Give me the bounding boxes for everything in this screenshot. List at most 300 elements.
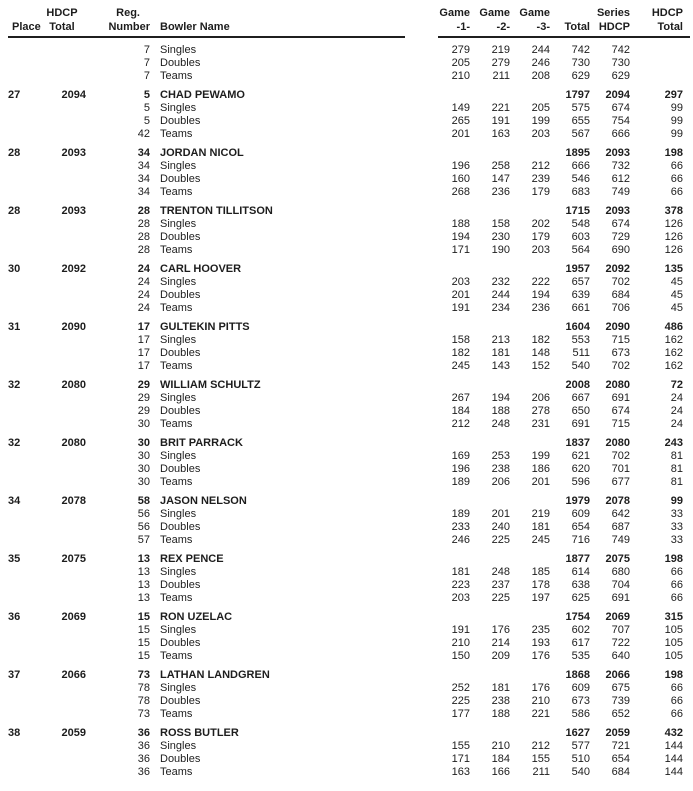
game1-cell: 189	[451, 476, 470, 488]
hdcp-total2-cell: 144	[664, 753, 683, 765]
game1-cell: 205	[451, 57, 470, 69]
hdcp-total2-cell: 99	[670, 128, 683, 140]
game3-cell: 211	[532, 766, 550, 778]
hdcp-total-cell: 2078	[61, 495, 86, 507]
hdcp-total2-cell: 66	[670, 682, 683, 694]
reg-number-cell: 15	[137, 650, 150, 662]
game2-cell: 166	[491, 766, 510, 778]
reg-number-cell: 28	[137, 244, 150, 256]
total-cell: 629	[571, 70, 590, 82]
hdcp-total-cell: 2093	[61, 147, 86, 159]
hdcp-total2-cell: 486	[664, 321, 683, 333]
game1-cell: 181	[451, 566, 470, 578]
hdcp-total2-cell: 243	[664, 437, 683, 449]
reg-number-cell: 24	[137, 302, 150, 314]
game1-cell: 177	[451, 708, 470, 720]
event-name-cell: Teams	[160, 766, 193, 778]
event-name-cell: Teams	[160, 128, 193, 140]
hdcp-total2-cell: 105	[664, 637, 683, 649]
game3-cell: 203	[531, 244, 550, 256]
event-name-cell: Doubles	[160, 289, 201, 301]
game3-cell: 210	[531, 695, 550, 707]
reg-number-cell: 34	[137, 186, 150, 198]
event-name-cell: Singles	[160, 102, 197, 114]
reg-number-cell: 24	[137, 289, 150, 301]
hdcp-total-cell: 2066	[61, 669, 86, 681]
reg-number-cell: 15	[137, 624, 150, 636]
game1-cell: 182	[451, 347, 470, 359]
reg-number-cell: 13	[137, 553, 150, 565]
total-cell: 586	[571, 708, 590, 720]
event-row	[0, 521, 693, 534]
hdcp-total2-cell: 24	[670, 418, 683, 430]
game2-cell: 240	[491, 521, 510, 533]
place-cell: 27	[8, 89, 21, 101]
standings-body	[0, 40, 693, 779]
reg-number-cell: 7	[143, 70, 150, 82]
header-hdcp-total2-label: Total	[657, 21, 683, 33]
reg-number-cell: 5	[143, 89, 150, 101]
game3-cell: 221	[531, 708, 550, 720]
total-cell: 575	[571, 102, 590, 114]
bowler-group	[0, 611, 693, 663]
series-hdcp-cell: 690	[611, 244, 630, 256]
total-cell: 510	[571, 753, 590, 765]
place-cell: 30	[8, 263, 21, 275]
bowler-group	[0, 44, 693, 83]
header-hdcp2-top: HDCP	[651, 7, 683, 19]
total-cell: 673	[571, 695, 590, 707]
game2-cell: 158	[491, 218, 510, 230]
series-hdcp-cell: 707	[611, 624, 630, 636]
game3-cell: 179	[531, 186, 550, 198]
place-cell: 28	[8, 205, 21, 217]
header-hdcp-total-label: Total	[49, 21, 75, 33]
hdcp-total-cell: 2093	[61, 205, 86, 217]
reg-number-cell: 58	[137, 495, 150, 507]
bowler-summary-row	[0, 669, 693, 682]
event-name-cell: Singles	[160, 44, 197, 56]
series-hdcp-cell: 684	[611, 766, 630, 778]
hdcp-total2-cell: 378	[664, 205, 683, 217]
game1-cell: 169	[451, 450, 470, 462]
game1-cell: 196	[451, 463, 470, 475]
header-place-label: Place	[12, 21, 41, 33]
event-row	[0, 44, 693, 57]
series-hdcp-cell: 715	[611, 334, 630, 346]
event-name-cell: Teams	[160, 708, 193, 720]
series-hdcp-cell: 2059	[605, 727, 630, 739]
total-cell: 1957	[565, 263, 590, 275]
event-row	[0, 566, 693, 579]
place-cell: 38	[8, 727, 21, 739]
game1-cell: 150	[451, 650, 470, 662]
hdcp-total2-cell: 198	[664, 147, 683, 159]
event-row	[0, 753, 693, 766]
game2-cell: 188	[491, 405, 510, 417]
game3-cell: 197	[531, 592, 550, 604]
total-cell: 1754	[565, 611, 590, 623]
game1-cell: 212	[451, 418, 470, 430]
game3-cell: 176	[531, 650, 550, 662]
series-hdcp-cell: 687	[611, 521, 630, 533]
game1-cell: 201	[451, 128, 470, 140]
event-row	[0, 624, 693, 637]
reg-number-cell: 34	[137, 147, 150, 159]
bowler-name-cell: JASON NELSON	[160, 495, 247, 507]
game1-cell: 171	[451, 244, 470, 256]
hdcp-total2-cell: 66	[670, 695, 683, 707]
game1-cell: 223	[451, 579, 470, 591]
header-hdcp-top: HDCP	[46, 7, 78, 19]
event-name-cell: Teams	[160, 186, 193, 198]
total-cell: 596	[571, 476, 590, 488]
game3-cell: 219	[531, 508, 550, 520]
reg-number-cell: 36	[137, 727, 150, 739]
reg-number-cell: 73	[137, 708, 150, 720]
header-line-2	[0, 20, 693, 34]
reg-number-cell: 28	[137, 231, 150, 243]
event-name-cell: Doubles	[160, 579, 201, 591]
bowler-group	[0, 669, 693, 721]
series-hdcp-cell: 721	[611, 740, 630, 752]
total-cell: 567	[571, 128, 590, 140]
game2-cell: 279	[491, 57, 510, 69]
total-cell: 1797	[565, 89, 590, 101]
place-cell: 32	[8, 379, 21, 391]
bowler-group	[0, 727, 693, 779]
hdcp-total2-cell: 66	[670, 186, 683, 198]
total-cell: 742	[571, 44, 590, 56]
event-name-cell: Singles	[160, 334, 197, 346]
total-cell: 1604	[565, 321, 590, 333]
hdcp-total-cell: 2080	[61, 379, 86, 391]
event-name-cell: Teams	[160, 244, 193, 256]
total-cell: 564	[571, 244, 590, 256]
game2-cell: 191	[491, 115, 510, 127]
total-cell: 535	[571, 650, 590, 662]
event-row	[0, 592, 693, 605]
place-cell: 35	[8, 553, 21, 565]
game1-cell: 203	[451, 276, 470, 288]
place-cell: 28	[8, 147, 21, 159]
game1-cell: 267	[451, 392, 470, 404]
game3-cell: 179	[531, 231, 550, 243]
hdcp-total2-cell: 297	[664, 89, 683, 101]
series-hdcp-cell: 754	[611, 115, 630, 127]
total-cell: 639	[571, 289, 590, 301]
event-row	[0, 231, 693, 244]
game1-cell: 245	[451, 360, 470, 372]
hdcp-total-cell: 2092	[61, 263, 86, 275]
reg-number-cell: 28	[137, 218, 150, 230]
header-game1-label: -1-	[456, 21, 470, 33]
game2-cell: 238	[491, 695, 510, 707]
series-hdcp-cell: 2080	[605, 379, 630, 391]
game2-cell: 201	[491, 508, 510, 520]
total-cell: 621	[571, 450, 590, 462]
game3-cell: 148	[531, 347, 550, 359]
game1-cell: 265	[451, 115, 470, 127]
series-hdcp-cell: 691	[611, 392, 630, 404]
event-row	[0, 418, 693, 431]
header-total-label: Total	[564, 21, 590, 33]
hdcp-total2-cell: 162	[664, 360, 683, 372]
reg-number-cell: 34	[137, 173, 150, 185]
game1-cell: 188	[451, 218, 470, 230]
series-hdcp-cell: 732	[611, 160, 630, 172]
event-name-cell: Doubles	[160, 463, 201, 475]
hdcp-total2-cell: 66	[670, 566, 683, 578]
game1-cell: 191	[451, 302, 470, 314]
hdcp-total2-cell: 126	[664, 244, 683, 256]
game2-cell: 248	[491, 418, 510, 430]
bowler-name-cell: TRENTON TILLITSON	[160, 205, 273, 217]
series-hdcp-cell: 749	[611, 186, 630, 198]
event-row	[0, 57, 693, 70]
series-hdcp-cell: 742	[611, 44, 630, 56]
game3-cell: 178	[531, 579, 550, 591]
game2-cell: 163	[491, 128, 510, 140]
event-name-cell: Singles	[160, 508, 197, 520]
place-cell: 34	[8, 495, 21, 507]
bowler-summary-row	[0, 89, 693, 102]
event-row	[0, 579, 693, 592]
event-row	[0, 650, 693, 663]
series-hdcp-cell: 640	[611, 650, 630, 662]
series-hdcp-cell: 2075	[605, 553, 630, 565]
total-cell: 730	[571, 57, 590, 69]
series-hdcp-cell: 702	[611, 450, 630, 462]
header-game2-top: Game	[479, 7, 510, 19]
series-hdcp-cell: 739	[611, 695, 630, 707]
total-cell: 1715	[565, 205, 590, 217]
bowler-summary-row	[0, 437, 693, 450]
game3-cell: 152	[531, 360, 550, 372]
hdcp-total2-cell: 66	[670, 173, 683, 185]
bowler-group	[0, 263, 693, 315]
event-row	[0, 289, 693, 302]
reg-number-cell: 30	[137, 437, 150, 449]
game2-cell: 176	[491, 624, 510, 636]
series-hdcp-cell: 677	[611, 476, 630, 488]
total-cell: 602	[571, 624, 590, 636]
bowler-name-cell: ROSS BUTLER	[160, 727, 239, 739]
hdcp-total2-cell: 99	[670, 102, 683, 114]
event-row	[0, 160, 693, 173]
hdcp-total2-cell: 99	[670, 115, 683, 127]
reg-number-cell: 57	[137, 534, 150, 546]
hdcp-total-cell: 2090	[61, 321, 86, 333]
event-name-cell: Teams	[160, 418, 193, 430]
bowler-group	[0, 437, 693, 489]
game1-cell: 171	[451, 753, 470, 765]
event-name-cell: Doubles	[160, 521, 201, 533]
hdcp-total2-cell: 66	[670, 592, 683, 604]
total-cell: 577	[571, 740, 590, 752]
game1-cell: 210	[451, 70, 470, 82]
hdcp-total2-cell: 315	[664, 611, 683, 623]
event-name-cell: Singles	[160, 276, 197, 288]
place-cell: 36	[8, 611, 21, 623]
hdcp-total-cell: 2075	[61, 553, 86, 565]
hdcp-total2-cell: 81	[670, 450, 683, 462]
hdcp-total2-cell: 198	[664, 669, 683, 681]
game2-cell: 206	[491, 476, 510, 488]
total-cell: 603	[571, 231, 590, 243]
series-hdcp-cell: 2078	[605, 495, 630, 507]
event-row	[0, 508, 693, 521]
game3-cell: 199	[531, 450, 550, 462]
bowler-group	[0, 205, 693, 257]
total-cell: 667	[571, 392, 590, 404]
game3-cell: 246	[531, 57, 550, 69]
game1-cell: 252	[451, 682, 470, 694]
total-cell: 657	[571, 276, 590, 288]
game3-cell: 182	[531, 334, 550, 346]
reg-number-cell: 17	[137, 360, 150, 372]
reg-number-cell: 13	[137, 592, 150, 604]
series-hdcp-cell: 680	[611, 566, 630, 578]
event-name-cell: Teams	[160, 592, 193, 604]
game1-cell: 225	[451, 695, 470, 707]
total-cell: 614	[571, 566, 590, 578]
event-row	[0, 173, 693, 186]
total-cell: 666	[571, 160, 590, 172]
total-cell: 2008	[565, 379, 590, 391]
reg-number-cell: 5	[143, 115, 150, 127]
hdcp-total2-cell: 66	[670, 579, 683, 591]
series-hdcp-cell: 2066	[605, 669, 630, 681]
hdcp-total2-cell: 144	[664, 766, 683, 778]
game2-cell: 225	[491, 534, 510, 546]
hdcp-total2-cell: 162	[664, 334, 683, 346]
event-name-cell: Doubles	[160, 231, 201, 243]
hdcp-total2-cell: 72	[670, 379, 683, 391]
series-hdcp-cell: 642	[611, 508, 630, 520]
header-line-1	[0, 6, 693, 20]
bowler-name-cell: LATHAN LANDGREN	[160, 669, 270, 681]
reg-number-cell: 17	[137, 334, 150, 346]
game1-cell: 163	[451, 766, 470, 778]
game2-cell: 248	[491, 566, 510, 578]
game3-cell: 235	[531, 624, 550, 636]
header-game2-label: -2-	[496, 21, 510, 33]
total-cell: 1837	[565, 437, 590, 449]
hdcp-total2-cell: 198	[664, 553, 683, 565]
reg-number-cell: 78	[137, 695, 150, 707]
game1-cell: 155	[451, 740, 470, 752]
game2-cell: 221	[491, 102, 510, 114]
game3-cell: 239	[531, 173, 550, 185]
event-row	[0, 740, 693, 753]
reg-number-cell: 17	[137, 321, 150, 333]
hdcp-total2-cell: 105	[664, 624, 683, 636]
event-row	[0, 244, 693, 257]
total-cell: 716	[571, 534, 590, 546]
reg-number-cell: 30	[137, 418, 150, 430]
series-hdcp-cell: 2093	[605, 147, 630, 159]
hdcp-total2-cell: 105	[664, 650, 683, 662]
event-row	[0, 708, 693, 721]
series-hdcp-cell: 674	[611, 405, 630, 417]
event-row	[0, 115, 693, 128]
series-hdcp-cell: 729	[611, 231, 630, 243]
bowler-summary-row	[0, 205, 693, 218]
bowler-name-cell: CARL HOOVER	[160, 263, 242, 275]
header-rule-left	[8, 36, 405, 38]
total-cell: 620	[571, 463, 590, 475]
bowler-name-cell: REX PENCE	[160, 553, 224, 565]
series-hdcp-cell: 2080	[605, 437, 630, 449]
reg-number-cell: 24	[137, 276, 150, 288]
game1-cell: 189	[451, 508, 470, 520]
event-name-cell: Doubles	[160, 173, 201, 185]
event-name-cell: Teams	[160, 534, 193, 546]
event-row	[0, 766, 693, 779]
game2-cell: 210	[491, 740, 510, 752]
game2-cell: 143	[491, 360, 510, 372]
event-name-cell: Doubles	[160, 115, 201, 127]
game3-cell: 186	[531, 463, 550, 475]
game1-cell: 233	[451, 521, 470, 533]
hdcp-total-cell: 2059	[61, 727, 86, 739]
event-row	[0, 347, 693, 360]
hdcp-total2-cell: 81	[670, 476, 683, 488]
reg-number-cell: 7	[143, 57, 150, 69]
bowler-summary-row	[0, 727, 693, 740]
series-hdcp-cell: 730	[611, 57, 630, 69]
game2-cell: 225	[491, 592, 510, 604]
hdcp-total2-cell: 45	[670, 276, 683, 288]
game1-cell: 268	[451, 186, 470, 198]
total-cell: 655	[571, 115, 590, 127]
event-name-cell: Doubles	[160, 347, 201, 359]
event-row	[0, 476, 693, 489]
game2-cell: 219	[491, 44, 510, 56]
total-cell: 609	[571, 682, 590, 694]
event-row	[0, 534, 693, 547]
bowler-summary-row	[0, 553, 693, 566]
reg-number-cell: 34	[137, 160, 150, 172]
game2-cell: 211	[492, 70, 510, 82]
game3-cell: 181	[531, 521, 550, 533]
event-name-cell: Teams	[160, 360, 193, 372]
bowler-group	[0, 495, 693, 547]
bowler-name-cell: GULTEKIN PITTS	[160, 321, 250, 333]
bowler-summary-row	[0, 263, 693, 276]
game3-cell: 212	[531, 160, 550, 172]
event-name-cell: Singles	[160, 566, 197, 578]
series-hdcp-cell: 2093	[605, 205, 630, 217]
game1-cell: 149	[451, 102, 470, 114]
reg-number-cell: 29	[137, 379, 150, 391]
bowler-group	[0, 147, 693, 199]
series-hdcp-cell: 2090	[605, 321, 630, 333]
game1-cell: 201	[451, 289, 470, 301]
game2-cell: 147	[491, 173, 510, 185]
reg-number-cell: 30	[137, 450, 150, 462]
bowler-name-cell: JORDAN NICOL	[160, 147, 244, 159]
game2-cell: 253	[491, 450, 510, 462]
bowler-name-cell: WILLIAM SCHULTZ	[160, 379, 261, 391]
event-row	[0, 128, 693, 141]
total-cell: 609	[571, 508, 590, 520]
hdcp-total2-cell: 432	[664, 727, 683, 739]
total-cell: 650	[571, 405, 590, 417]
table-header	[0, 0, 693, 40]
game3-cell: 193	[531, 637, 550, 649]
